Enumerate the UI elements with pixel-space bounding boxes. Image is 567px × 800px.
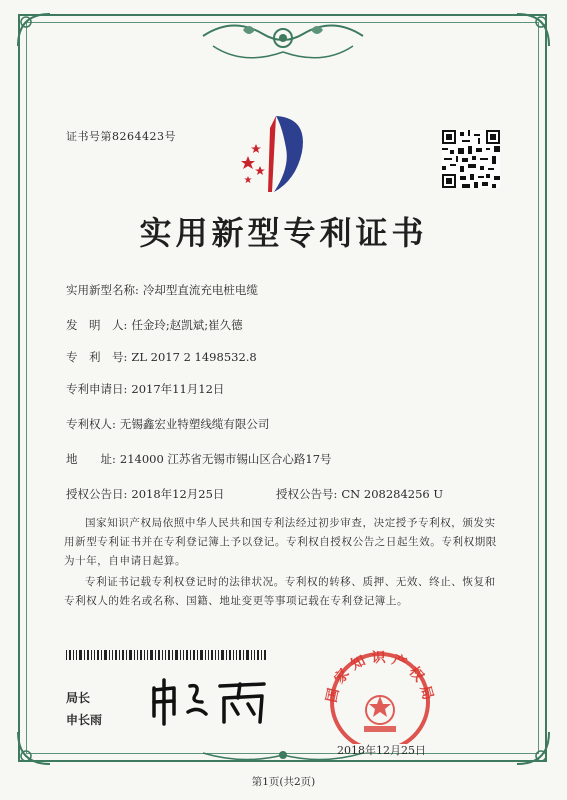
seal-date: 2018年12月25日 bbox=[337, 744, 426, 757]
official-seal bbox=[320, 644, 440, 744]
patentee-label: 专利权人: bbox=[66, 417, 116, 431]
corner-ornament-bottom-left bbox=[14, 728, 54, 768]
filing-date-label: 专利申请日: bbox=[66, 382, 128, 396]
grant-statement-paragraph: 国家知识产权局依照中华人民共和国专利法经过初步审查，决定授予专利权，颁发实用新型专利证书并在专利登记簿上予以登记。专利权自授权公告之日起生效。专利权期限为十年，自申请日起算。 bbox=[64, 517, 497, 567]
filing-date-value: 2017年11月12日 bbox=[131, 382, 225, 396]
field-inventor bbox=[66, 317, 243, 333]
legal-status-paragraph: 专利证书记载专利权登记时的法律状况。专利权的转移、质押、无效、终止、恢复和专利权人的姓名或名称、国籍、地址变更等事项记载在专利登记簿上。 bbox=[64, 576, 496, 607]
grant-date-value: 2018年12月25日 bbox=[131, 487, 225, 501]
cnipa-logo bbox=[236, 108, 316, 198]
seal-text: 国家知识产权局 bbox=[323, 649, 436, 705]
director-title: 局长 bbox=[66, 691, 91, 705]
field-utility-model-name bbox=[66, 282, 258, 298]
field-patent-no bbox=[66, 349, 257, 365]
corner-ornament-top-right bbox=[513, 10, 553, 50]
field-address bbox=[66, 451, 332, 467]
inventor-label: 发 明 人: bbox=[66, 318, 128, 332]
qr-code bbox=[442, 130, 500, 188]
barcode bbox=[66, 650, 266, 660]
address-label: 地 址: bbox=[66, 452, 116, 466]
director-name: 申长雨 bbox=[66, 713, 103, 727]
address-value: 214000 江苏省无锡市锡山区合心路17号 bbox=[119, 452, 332, 466]
grant-no-label: 授权公告号: bbox=[276, 487, 338, 501]
field-patentee bbox=[66, 416, 269, 432]
grant-date-label: 授权公告日: bbox=[66, 487, 128, 501]
corner-ornament-bottom-right bbox=[513, 728, 553, 768]
field-filing-date bbox=[66, 381, 224, 397]
patent-no-value: ZL 2017 2 1498532.8 bbox=[131, 350, 257, 364]
corner-ornament-top-left bbox=[14, 10, 54, 50]
grant-no-value: CN 208284256 U bbox=[341, 487, 444, 501]
page-number: 第1页(共2页) bbox=[251, 776, 316, 788]
field-grant-no bbox=[276, 486, 443, 502]
patentee-value: 无锡鑫宏业特塑线缆有限公司 bbox=[119, 417, 270, 431]
field-grant-date bbox=[66, 486, 224, 502]
utility-model-name-value: 冷却型直流充电桩电缆 bbox=[142, 283, 258, 297]
patent-no-label: 专 利 号: bbox=[66, 350, 128, 364]
inventor-value: 任金玲;赵凯斌;崔久德 bbox=[131, 318, 243, 332]
certificate-title: 实用新型专利证书 bbox=[139, 214, 428, 252]
certificate-number: 证书号第8264423号 bbox=[66, 130, 176, 143]
utility-model-name-label: 实用新型名称: bbox=[66, 283, 139, 297]
director-signature bbox=[144, 676, 284, 726]
top-ornament bbox=[193, 16, 373, 72]
